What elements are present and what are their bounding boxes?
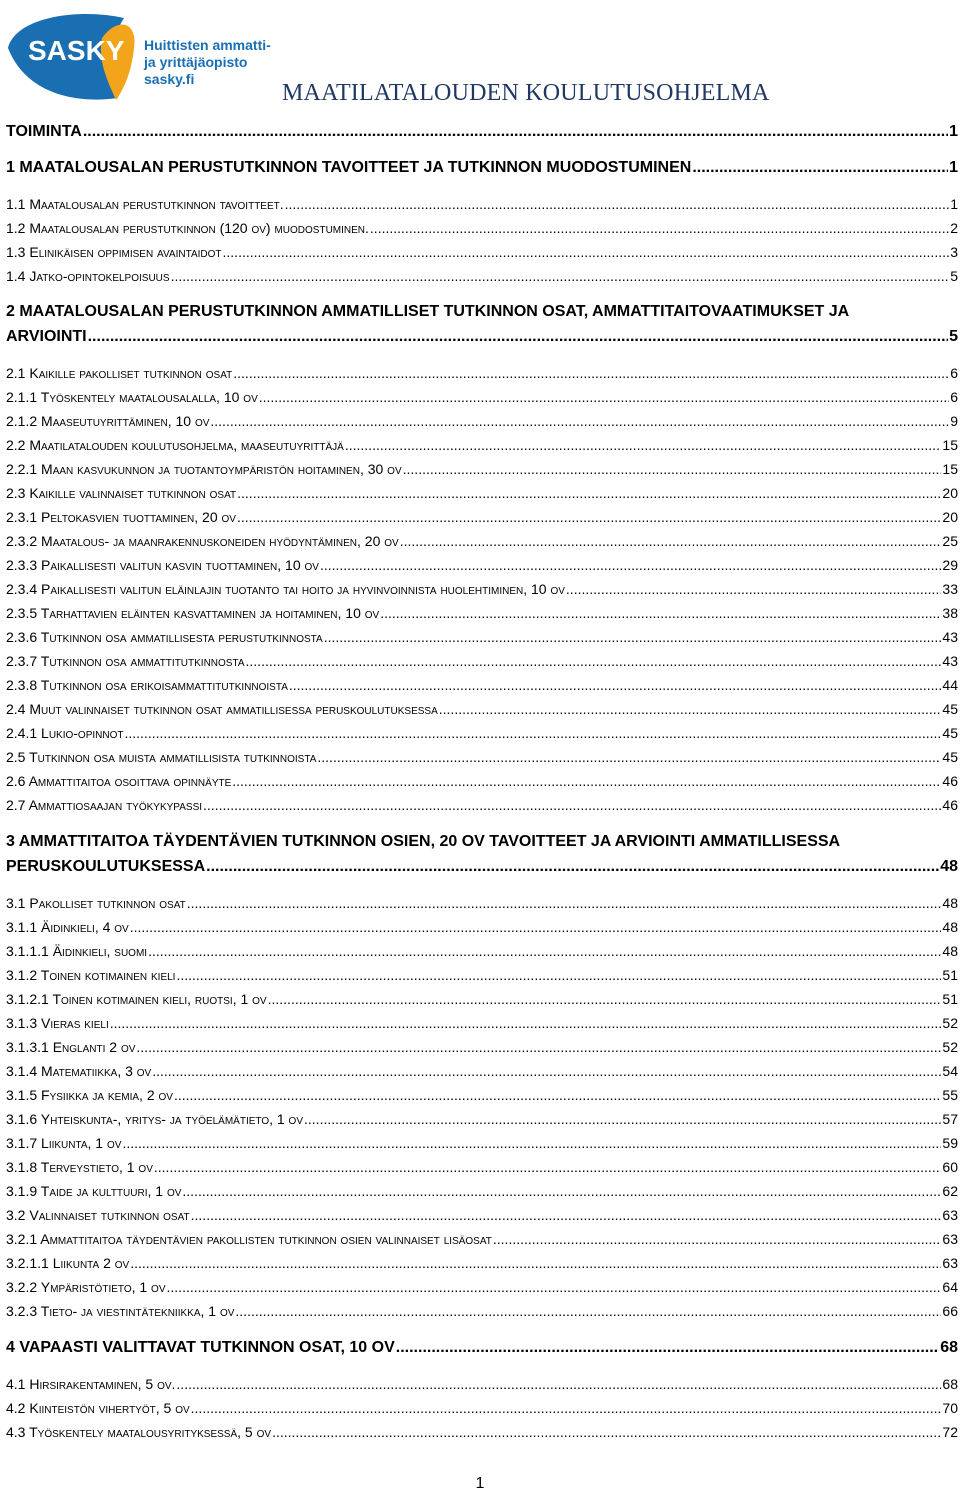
toc-entry[interactable]: ARVIOINTI ..... 5 bbox=[6, 327, 958, 347]
toc-entry[interactable]: 3.1.2 Toinen kotimainen kieli ..... 51 bbox=[6, 965, 958, 985]
toc-entry-wrapped-label[interactable]: 2 MAATALOUSALAN PERUSTUTKINNON AMMATILLISET TUTKINNON OSAT, AMMATTITAITOVAATIMUKSET JA bbox=[6, 303, 850, 320]
toc-entry[interactable]: 4.3 Työskentely maatalousyrityksessä, 5 ov ..... 72 bbox=[6, 1422, 958, 1442]
toc-entry[interactable]: 4.2 Kiinteistön vihertyöt, 5 ov ..... 70 bbox=[6, 1398, 958, 1418]
logo-line1: Huittisten ammatti- bbox=[144, 37, 271, 53]
toc-entry[interactable]: 3.1 Pakolliset tutkinnon osat ..... 48 bbox=[6, 893, 958, 913]
toc-entry[interactable]: 3.1.5 Fysiikka ja kemia, 2 ov ..... 55 bbox=[6, 1085, 958, 1105]
toc-entry[interactable]: 4.1 Hirsirakentaminen, 5 ov. ..... 68 bbox=[6, 1374, 958, 1394]
toc-entry[interactable]: 2.7 Ammattiosaajan työkykypassi ..... 46 bbox=[6, 795, 958, 815]
toc-entry[interactable]: 2.4 Muut valinnaiset tutkinnon osat ammatillisessa peruskoulutuksessa ..... 45 bbox=[6, 699, 958, 719]
toc-entry[interactable]: 2.3 Kaikille valinnaiset tutkinnon osat ..... 20 bbox=[6, 483, 958, 503]
toc-entry[interactable]: 3.1.3.1 Englanti 2 ov ..... 52 bbox=[6, 1037, 958, 1057]
toc-entry[interactable]: 1 MAATALOUSALAN PERUSTUTKINNON TAVOITTEET JA TUTKINNON MUODOSTUMINEN ..... 1 bbox=[6, 158, 958, 178]
toc-entry[interactable]: 1.1 Maatalousalan perustutkinnon tavoitteet. ..... 1 bbox=[6, 194, 958, 214]
document-title: MAATILATALOUDEN KOULUTUSOHJELMA bbox=[282, 80, 770, 106]
logo-line2: ja yrittäjäopisto bbox=[144, 54, 248, 70]
toc-entry[interactable]: 3.1.8 Terveystieto, 1 ov ..... 60 bbox=[6, 1157, 958, 1177]
toc-entry[interactable]: 3.2.2 Ympäristötieto, 1 ov ..... 64 bbox=[6, 1277, 958, 1297]
toc-entry[interactable]: 3.2.1 Ammattitaitoa täydentävien pakollisten tutkinnon osien valinnaiset lisäosat ..... 63 bbox=[6, 1229, 958, 1249]
toc-entry[interactable]: 3.1.1 Äidinkieli, 4 ov ..... 48 bbox=[6, 917, 958, 937]
toc-entry[interactable]: 2.3.8 Tutkinnon osa erikoisammattitutkinnoista ..... 44 bbox=[6, 675, 958, 695]
toc-entry[interactable]: 3.2 Valinnaiset tutkinnon osat ..... 63 bbox=[6, 1205, 958, 1225]
toc-entry[interactable]: 3.1.3 Vieras kieli ..... 52 bbox=[6, 1013, 958, 1033]
toc-entry[interactable]: 2.1.1 Työskentely maatalousalalla, 10 ov ..... 6 bbox=[6, 387, 958, 407]
toc-entry[interactable]: 2.3.7 Tutkinnon osa ammattitutkinnosta ..... 43 bbox=[6, 651, 958, 671]
toc-entry[interactable]: 2.2 Maatilatalouden koulutusohjelma, maaseutuyrittäjä ..... 15 bbox=[6, 435, 958, 455]
page-number: 1 bbox=[475, 1475, 485, 1492]
logo-site: sasky.fi bbox=[144, 71, 195, 87]
toc-entry[interactable]: 3.1.1.1 Äidinkieli, suomi ..... 48 bbox=[6, 941, 958, 961]
toc-entry[interactable]: 2.3.4 Paikallisesti valitun eläinlajin tuotanto tai hoito ja hyvinvoinnista huolehtiminen, 10 ov ..... 33 bbox=[6, 579, 958, 599]
toc-entry[interactable]: 2.3.6 Tutkinnon osa ammatillisesta perustutkinnosta ..... 43 bbox=[6, 627, 958, 647]
toc-entry[interactable]: 3.1.4 Matematiikka, 3 ov ..... 54 bbox=[6, 1061, 958, 1081]
toc-entry[interactable]: TOIMINTA ..... 1 bbox=[6, 122, 958, 142]
logo-brand-text: SASKY bbox=[28, 35, 125, 66]
toc-entry[interactable]: 2.2.1 Maan kasvukunnon ja tuotantoympäristön hoitaminen, 30 ov ..... 15 bbox=[6, 459, 958, 479]
toc-entry[interactable]: 1.3 Elinikäisen oppimisen avaintaidot ..... 3 bbox=[6, 242, 958, 262]
toc-entry[interactable]: 2.4.1 Lukio-opinnot ..... 45 bbox=[6, 723, 958, 743]
toc-entry[interactable]: 2.3.2 Maatalous- ja maanrakennuskoneiden hyödyntäminen, 20 ov ..... 25 bbox=[6, 531, 958, 551]
toc-entry[interactable]: PERUSKOULUTUKSESSA ..... 48 bbox=[6, 857, 958, 877]
toc-entry[interactable]: 1.2 Maatalousalan perustutkinnon (120 ov) muodostuminen. ..... 2 bbox=[6, 218, 958, 238]
toc-entry[interactable]: 2.1 Kaikille pakolliset tutkinnon osat ..... 6 bbox=[6, 363, 958, 383]
toc-entry-wrapped-label[interactable]: 3 AMMATTITAITOA TÄYDENTÄVIEN TUTKINNON OSIEN, 20 OV TAVOITTEET JA ARVIOINTI AMMATILLISESSA bbox=[6, 833, 841, 850]
toc-entry[interactable]: 2.1.2 Maaseutuyrittäminen, 10 ov ..... 9 bbox=[6, 411, 958, 431]
toc-entry[interactable]: 4 VAPAASTI VALITTAVAT TUTKINNON OSAT, 10 OV ..... 68 bbox=[6, 1338, 958, 1358]
sasky-logo bbox=[6, 8, 276, 100]
toc-entry[interactable]: 3.1.9 Taide ja kulttuuri, 1 ov ..... 62 bbox=[6, 1181, 958, 1201]
toc-entry[interactable]: 2.5 Tutkinnon osa muista ammatillisista tutkinnoista ..... 45 bbox=[6, 747, 958, 767]
toc-entry[interactable]: 3.1.6 Yhteiskunta-, yritys- ja työelämätieto, 1 ov ..... 57 bbox=[6, 1109, 958, 1129]
toc-entry[interactable]: 3.1.7 Liikunta, 1 ov ..... 59 bbox=[6, 1133, 958, 1153]
toc-entry[interactable]: 2.6 Ammattitaitoa osoittava opinnäyte ..... 46 bbox=[6, 771, 958, 791]
toc-entry[interactable]: 2.3.1 Peltokasvien tuottaminen, 20 ov ..... 20 bbox=[6, 507, 958, 527]
toc-entry[interactable]: 2.3.3 Paikallisesti valitun kasvin tuottaminen, 10 ov ..... 29 bbox=[6, 555, 958, 575]
toc-entry[interactable]: 3.1.2.1 Toinen kotimainen kieli, ruotsi, 1 ov ..... 51 bbox=[6, 989, 958, 1009]
toc-entry[interactable]: 1.4 Jatko-opintokelpoisuus ..... 5 bbox=[6, 266, 958, 286]
logo-graphic bbox=[6, 8, 276, 100]
toc-entry[interactable]: 2.3.5 Tarhattavien eläinten kasvattaminen ja hoitaminen, 10 ov ..... 38 bbox=[6, 603, 958, 623]
toc-entry[interactable]: 3.2.1.1 Liikunta 2 ov ..... 63 bbox=[6, 1253, 958, 1273]
toc-entry[interactable]: 3.2.3 Tieto- ja viestintätekniikka, 1 ov ..... 66 bbox=[6, 1301, 958, 1321]
